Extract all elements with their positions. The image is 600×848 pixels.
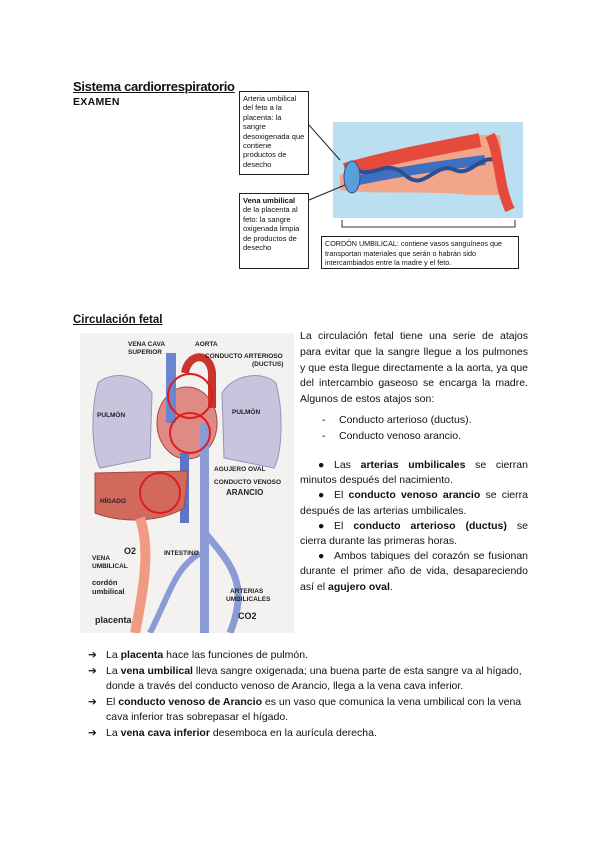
bullet-list — [300, 458, 528, 595]
label-pulmon-left: PULMÓN — [97, 412, 126, 419]
label-co2: CO2 — [238, 611, 257, 621]
bullet-strong: agujero oval — [328, 580, 390, 593]
bullet-item — [300, 458, 528, 488]
arrow-text: hace las funciones de pulmón. — [163, 649, 308, 661]
shortcut-item: - Conducto arterioso (ductus). — [322, 413, 471, 429]
arrow-text: lleva sangre oxigenada; una buena parte de esta sangre va al hígado, donde a través del conducto venoso de Arancio, llega a la vena cava inferior. — [106, 664, 522, 692]
label-conducto-arterioso: CONDUCTO ARTERIOSO — [205, 353, 283, 360]
arrow-strong: placenta — [120, 649, 164, 661]
aorta-descending — [200, 423, 209, 633]
bullet-dot: ● — [318, 519, 325, 532]
label-vena-cava-2: SUPERIOR — [128, 349, 162, 356]
bullet-text: se cierra durante las primeras horas. — [300, 519, 528, 548]
umbilical-cord-illustration — [300, 115, 525, 240]
exam-label: EXAMEN — [73, 96, 120, 108]
arrow-icon: ➔ — [88, 664, 97, 677]
label-aorta: AORTA — [195, 341, 218, 348]
bullet-text: se cierran minutos después del nacimiento. — [300, 459, 528, 487]
arrow-item — [88, 664, 538, 695]
label-placenta: placenta — [95, 615, 132, 625]
arrow-item — [88, 695, 538, 726]
label-arterias-2: UMBILICALES — [226, 596, 271, 603]
bullet-dot: ● — [318, 489, 325, 502]
label-ductus: (DUCTUS) — [252, 361, 284, 368]
shortcut-item: - Conducto venoso arancio. — [322, 429, 471, 445]
label-arterias-1: ARTERIAS — [230, 588, 264, 595]
arrow-icon: ➔ — [88, 649, 97, 661]
arrow-text: La — [106, 664, 121, 677]
label-agujero-oval: AGUJERO OVAL — [214, 466, 266, 473]
cord-cross-section — [344, 161, 360, 193]
vena-umbilical-text: de la placenta al feto: la sangre oxigenada limpia de productos de desecho — [243, 205, 300, 253]
right-lung — [222, 376, 281, 468]
bullet-text: El — [334, 519, 354, 532]
arrow-item — [88, 726, 538, 742]
bullet-item — [300, 519, 528, 549]
arrow-text: La — [106, 649, 121, 661]
arrow-strong: vena umbilical — [120, 664, 193, 677]
label-o2: O2 — [124, 546, 137, 556]
fetal-circulation-diagram — [80, 333, 294, 633]
label-cordon-2: umbilical — [92, 587, 125, 596]
intro-paragraph: La circulación fetal tiene una serie de atajos para evitar que la sangre llegue a los pulmones y que esta llegue directamente a la aorta, ya que del intercambio gaseoso se encarga la madre. Algunos de estos atajos son: — [300, 330, 528, 406]
arrow-text: es un vaso que comunica la vena umbilical con la vena cava inferior tras sobrepasar el hígado. — [106, 695, 522, 723]
vena-umbilical-callout — [239, 193, 309, 269]
bullet-text: se cierra después de las arterias umbilicales. — [300, 489, 528, 517]
cordon-umbilical-caption: CORDÓN UMBILICAL: contiene vasos sanguíneos que transportan materiales que serán o habrán sido intercambiados entre la madre y el feto. — [321, 236, 519, 269]
bullet-strong: conducto arterioso (ductus) — [353, 519, 507, 532]
bracket-line — [342, 220, 515, 227]
bullet-item — [300, 549, 528, 595]
vena-umbilical-strong: Vena umbilical — [243, 196, 296, 205]
arrow-icon: ➔ — [88, 695, 97, 708]
label-intestino: INTESTINO — [164, 550, 199, 557]
bullet-text: El — [334, 489, 349, 502]
arrow-text: El — [106, 695, 119, 708]
arteria-umbilical-callout: Arteria umbilical del feto a la placenta: la sangre desoxigenada que contiene productos de desecho — [239, 91, 309, 175]
label-pulmon-right: PULMÓN — [232, 409, 261, 416]
label-cordon-1: cordón — [92, 578, 118, 587]
bullet-text: . — [389, 580, 393, 593]
arrow-list — [88, 648, 538, 741]
shortcuts-list — [322, 413, 471, 445]
bullet-dot: ● — [318, 550, 325, 563]
label-arancio: ARANCIO — [226, 488, 264, 497]
arrow-text: desemboca en la aurícula derecha. — [209, 726, 377, 739]
label-vena-1: VENA — [92, 555, 111, 562]
section-title: Circulación fetal — [73, 314, 163, 326]
arrow-icon: ➔ — [88, 726, 97, 739]
bullet-strong: conducto venoso arancio — [348, 489, 481, 502]
arrow-strong: vena cava inferior — [120, 726, 210, 739]
bullet-strong: arterias umbilicales — [360, 459, 466, 471]
bullet-text: Ambos tabiques del corazón se fusionan durante el primer año de vida, desapareciendo así el — [300, 550, 528, 593]
page-title: Sistema cardiorrespiratorio — [73, 79, 235, 94]
arrow-text: La — [106, 726, 121, 739]
label-conducto-venoso: CONDUCTO VENOSO — [214, 479, 282, 486]
arrow-item — [88, 648, 538, 664]
bullet-item — [300, 488, 528, 518]
left-lung — [93, 376, 152, 468]
label-vena-cava-1: VENA CAVA — [128, 341, 166, 348]
label-vena-2: UMBILICAL — [92, 563, 128, 570]
arrow-strong: conducto venoso de Arancio — [118, 695, 262, 708]
label-higado: HÍGADO — [100, 498, 126, 505]
bullet-dot: ● — [318, 459, 325, 471]
bullet-text: Las — [334, 459, 361, 471]
